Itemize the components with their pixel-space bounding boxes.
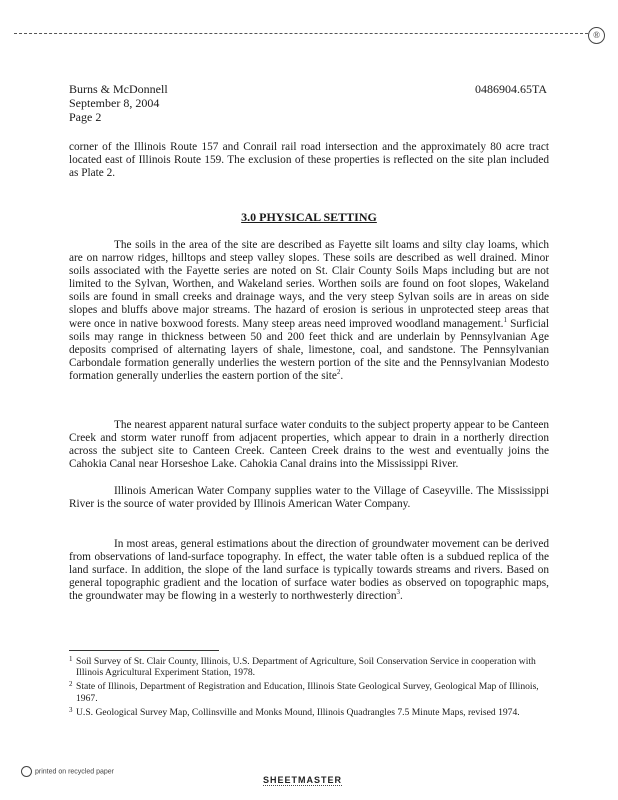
header-date: September 8, 2004: [69, 96, 160, 110]
letter-header: [69, 82, 168, 124]
intro-paragraph: corner of the Illinois Route 157 and Conrail rail road intersection and the approximately 80 acre tract located east of Illinois Route 159. The exclusion of these properties is reflected on the site plan included as Plate 2.: [69, 141, 549, 180]
footnote-text: Soil Survey of St. Clair County, Illinois, U.S. Department of Agriculture, Soil Conservation Service in cooperation with Illinois Agricultural Experiment Station, 1978.: [76, 656, 536, 679]
water-supply-paragraph: Illinois American Water Company supplies water to the Village of Caseyville. The Mississippi River is the source of water provided by Illinois American Water Company.: [69, 485, 549, 511]
footnote-number: 1: [69, 655, 73, 663]
soils-text-end: .: [340, 369, 344, 382]
recycled-paper-text: printed on recycled paper: [35, 768, 114, 776]
bottom-stamp: SHEETMASTER: [263, 775, 343, 785]
footnote-rule: [69, 650, 219, 651]
footnote-text: State of Illinois, Department of Registration and Education, Illinois State Geological Survey, Geological Map of Illinois, 1967.: [76, 681, 539, 704]
top-dashed-rule: [14, 33, 588, 34]
footnote-number: 2: [69, 680, 73, 689]
footnote-ref-2: 2: [336, 368, 341, 377]
footnote-number: 3: [69, 705, 73, 714]
soils-paragraph: [69, 239, 549, 383]
groundwater-text-end: .: [400, 590, 403, 603]
header-page: Page 2: [69, 110, 102, 124]
soils-text: The soils in the area of the site are described as Fayette silt loams and silty clay loams, which are on narrow ridges, hilltops and steep valley slopes. These soils are described as well drained. Minor soils associated with the Fayette series are noted on St. Clair County Soils Maps including but are not limited to the Sylvan, Worthen, and Wakeland series. Worthen soils are found on foot slopes, Wakeland soils are found in small creeks and drainage ways, and the very steep Sylvan soils are in areas on side slopes and bluffs above major streams. The hazard of erosion is serious in unprotected steep areas that were once in native boxwood forests. Many steep areas need improved woodland management.: [69, 239, 549, 330]
footnote-ref-3: 3: [396, 588, 401, 597]
soils-text-cont: Surficial soils may range in thickness between 50 and 200 feet thick and are underlain by Pennsylvanian Age deposits comprised of alternating layers of shale, limestone, coal, and sandstone. The Pennsylvanian Carbondale formation generally underlies the western portion of the site and the Pennsylvanian Modesto formation generally underlies the eastern portion of the site: [69, 317, 549, 382]
surface-water-paragraph: The nearest apparent natural surface water conduits to the subject property appear to be Canteen Creek and storm water runoff from adjacent properties, which appear to drain in a northerly direction across the subject site to Canteen Creek. Canteen Creek drains to the west and eventually joins the Cahokia Canal near Horseshoe Lake. Cahokia Canal drains into the Mississippi River.: [69, 419, 549, 471]
corner-seal-icon: ®: [588, 27, 605, 44]
footnote-text: U.S. Geological Survey Map, Collinsville and Monks Mound, Illinois Quadrangles 7.5 Minute Maps, revised 1974.: [76, 706, 520, 718]
header-reference-number: 0486904.65TA: [474, 82, 547, 96]
section-heading: 3.0 PHYSICAL SETTING: [241, 210, 377, 224]
footnotes: [69, 656, 549, 721]
recycle-icon: [21, 766, 32, 777]
footnote-ref-1: 1: [503, 315, 507, 324]
recycled-paper-logo: [21, 766, 114, 777]
footnote-item: [69, 707, 549, 718]
groundwater-text: In most areas, general estimations about the direction of groundwater movement can be derived from observations of land-surface topography. In effect, the water table often is a subdued replica of the land surface. In addition, the slope of the land surface is typically towards streams and rivers. Based on general topographic gradient and the location of surface water bodies as observed on topographic maps, the groundwater may be flowing in a westerly to northwesterly direction: [69, 538, 549, 603]
groundwater-paragraph: [69, 538, 549, 603]
footnote-item: [69, 681, 549, 703]
footnote-item: [69, 656, 549, 678]
header-company: Burns & McDonnell: [69, 82, 168, 96]
